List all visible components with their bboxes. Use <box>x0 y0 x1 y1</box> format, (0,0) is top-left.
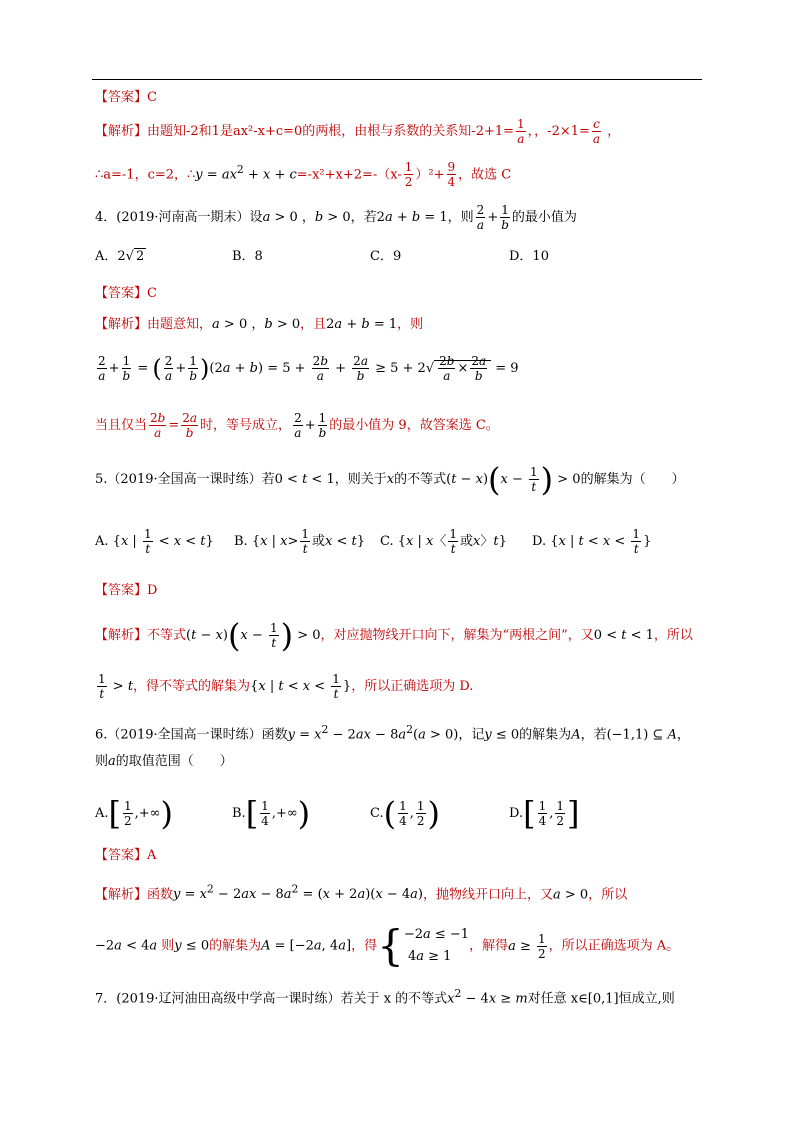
q3-analysis-line2: ∴a=-1，c=2，∴y = $ax^2 + x + c=-x^2+x+2=-(x-$ $\frac{1}{2}$ ）²+ $\frac{9}{4}$ ，故选 C <box>95 160 512 190</box>
analysis-tag: 【解析】 <box>95 124 148 139</box>
q6-stem-line2: 则a的取值范围（ ） <box>95 754 233 769</box>
q4-conclusion: 当且仅当 $\frac{2b}{a}$ = $\frac{2a}{b}$ 时，等号成立， $\frac{2}{a}$ + $\frac{1}{b}$ 的最小值为 9，故答案选 C。 <box>95 411 499 440</box>
q6-option-a[interactable]: A.[ $\frac{1}{2}$ ,+∞) <box>95 794 173 833</box>
q4-option-a[interactable]: A．2√ 2 <box>95 249 145 264</box>
q7-stem: 7．(2019·辽河油田高级中学高一课时练）若关于 x 的不等式$x^2 - 4x \ge m$对任意 x∈[0,1]恒成立,则 <box>95 987 675 1007</box>
q6-option-c[interactable]: C.( $\frac{1}{4}$ , $\frac{1}{2}$ ) <box>370 794 441 833</box>
q4-option-b[interactable]: B．8 <box>232 249 263 264</box>
q5-option-c[interactable]: C. {x | x〈 $\frac{1}{t}$ 或x〉t} <box>380 527 507 556</box>
q6-stem: 6.（2019·全国高一课时练）函数$y = x^2 - 2ax - 8a^2(a > 0)$，记y ≤ 0的解集为A，若(−1,1) ⊆ A， <box>95 723 690 743</box>
q4-stem: 4．(2019·河南高一期末）设a > 0 ，b > 0，若2a + b = 1，则 $\frac{2}{a}$ + $\frac{1}{b}$ 的最小值为 <box>95 203 577 232</box>
q4-answer-line: 【答案】C <box>95 286 157 301</box>
header-rule <box>92 79 702 80</box>
q5-analysis-line2: $\frac{1}{t}$ > t，得不等式的解集为{x | t < x < $\frac{1}{t}$ }，所以正确选项为 D. <box>98 672 474 701</box>
q3-answer-line <box>95 88 157 108</box>
q5-option-d[interactable]: D. {x | t < x < $\frac{1}{t}$ } <box>532 527 652 556</box>
q6-analysis-line1: 【解析】函数$y = x^2 - 2ax - 8a^2 = (x + 2a)(x - 4a)$，抛物线开口向上，又a > 0，所以 <box>95 883 628 903</box>
answer-value: C <box>147 90 157 105</box>
q4-analysis-line1: 【解析】由题意知，a > 0 ，b > 0，且2a + b = 1，则 <box>95 317 424 332</box>
answer-tag: 【答案】 <box>95 90 148 105</box>
q4-option-c[interactable]: C．9 <box>370 249 402 264</box>
q6-option-d[interactable]: D.[ $\frac{1}{4}$ , $\frac{1}{2}$ ] <box>509 794 580 833</box>
q4-equation: $\frac{2}{a}$ + $\frac{1}{b}$ = ( $\frac{2}{a}$ + $\frac{1}{b}$ )(2a + b) = 5 + $\frac{2b}{a}$ + $\frac{2a}{b}$ ≥ 5 + 2√ $\frac{2b}{a}$ × $\frac{2a}{b}$ = 9 <box>98 354 519 383</box>
q5-analysis-line1: 【解析】不等式(t − x)(x − $\frac{1}{t}$ ) > 0，对应抛物线开口向下，解集为“两根之间”，又0 < t < 1，所以 <box>95 616 693 655</box>
q5-option-a[interactable]: A. {x | $\frac{1}{t}$ < x < t} <box>95 527 214 556</box>
q5-option-b[interactable]: B. {x | x> $\frac{1}{t}$ 或x < t} <box>234 527 366 556</box>
q6-analysis-line2: −2a < 4a 则y ≤ 0的解集为A = [−2a, 4a]，得 { −2a ≤ −1 4a ≥ 1 ，解得a ≥ $\frac{1}{2}$ ，所以正确选项为 A。 <box>95 921 680 970</box>
q5-stem: 5.（2019·全国高一课时练）若0 < t < 1，则关于x的不等式(t − x)(x − $\frac{1}{t}$ ) > 0的解集为（ ） <box>95 460 685 499</box>
q6-answer-line: 【答案】A <box>95 848 157 863</box>
q5-answer-line: 【答案】D <box>95 583 158 598</box>
q6-option-b[interactable]: B.[ $\frac{1}{4}$ ,+∞) <box>232 794 311 833</box>
q3-analysis-line1: 【解析】由题知-2和1是ax²-x+c=0的两根，由根与系数的关系知-2+1= $\frac{1}{a}$ ，，-2×1= $\frac{c}{a}$ ， <box>95 117 621 146</box>
q4-option-d[interactable]: D．10 <box>509 249 549 264</box>
